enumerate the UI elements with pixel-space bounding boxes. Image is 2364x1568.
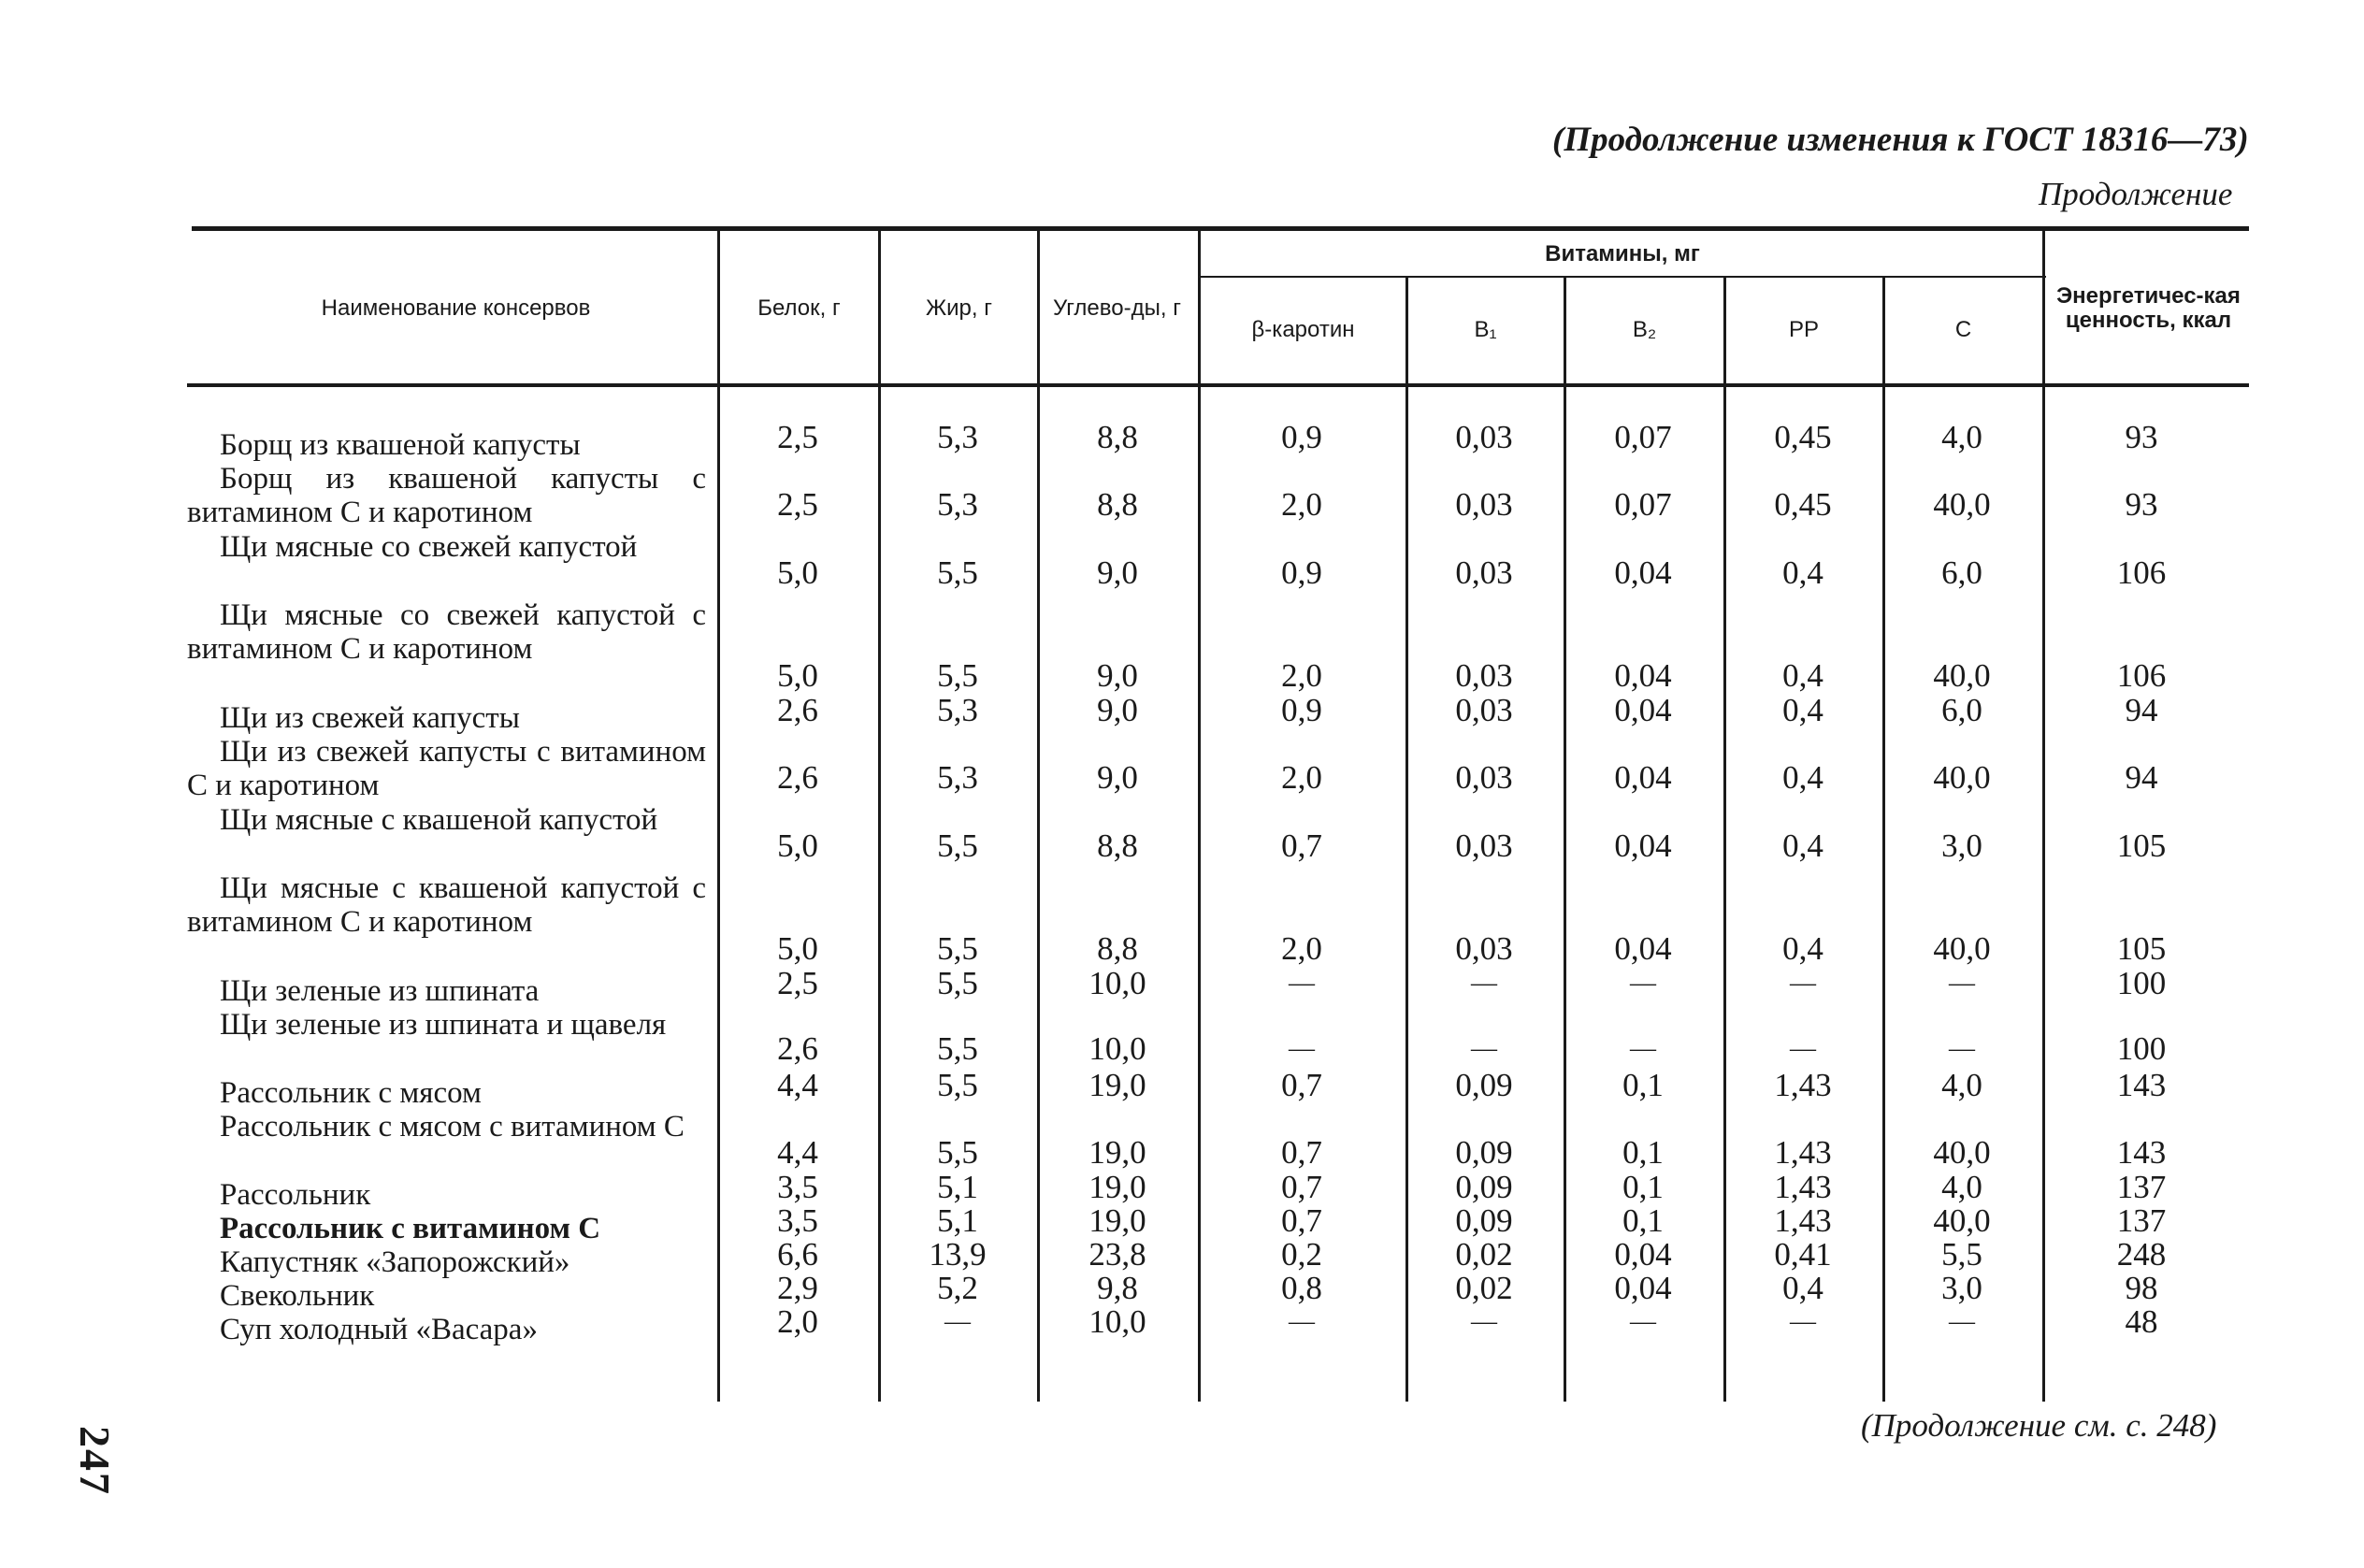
- table-cell: 1,43: [1774, 1202, 1832, 1239]
- table-cell: 5,0: [777, 657, 818, 694]
- table-cell: 9,0: [1097, 554, 1138, 591]
- table-cell: 0,03: [1455, 419, 1513, 455]
- row-name: Капустняк «Запорожский»: [220, 1245, 570, 1279]
- col-divider-fat: [1037, 228, 1040, 1402]
- table-cell: 19,0: [1088, 1169, 1146, 1205]
- table-cell: 98: [2125, 1270, 2158, 1306]
- row-name: Свекольник: [220, 1279, 375, 1313]
- table-cell: 4,4: [777, 1134, 818, 1171]
- table-cell: 0,1: [1622, 1134, 1664, 1171]
- table-cell: 1,43: [1774, 1134, 1832, 1171]
- table-cell: 2,0: [1281, 657, 1322, 694]
- col-header-c: C: [1954, 316, 1972, 342]
- table-cell: 19,0: [1088, 1067, 1146, 1103]
- table-cell: 0,04: [1614, 692, 1672, 728]
- table-cell: 0,7: [1281, 1169, 1322, 1205]
- continuation-note: (Продолжение см. с. 248): [1861, 1407, 2217, 1444]
- table-cell: 23,8: [1088, 1236, 1146, 1273]
- table-cell: 0,7: [1281, 1202, 1322, 1239]
- table-cell: 0,2: [1281, 1236, 1322, 1273]
- table-cell: 5,3: [937, 419, 978, 455]
- table-cell: 2,6: [777, 1030, 818, 1067]
- col-header-protein: Белок, г: [757, 295, 841, 321]
- table-cell: 8,8: [1097, 486, 1138, 523]
- table-cell: 0,02: [1455, 1270, 1513, 1306]
- table-cell: 0,7: [1281, 827, 1322, 864]
- table-cell: 94: [2125, 692, 2158, 728]
- continuation-label: Продолжение: [2039, 176, 2233, 212]
- table-cell: —: [1790, 969, 1816, 998]
- table-cell: 8,8: [1097, 419, 1138, 455]
- table-cell: 13,9: [929, 1236, 987, 1273]
- table-cell: 2,0: [777, 1303, 818, 1340]
- row-name: Рассольник с мясом: [220, 1076, 482, 1110]
- table-cell: 10,0: [1088, 1030, 1146, 1067]
- table-cell: 1,43: [1774, 1067, 1832, 1103]
- table-cell: —: [1289, 1034, 1315, 1063]
- table-cell: 143: [2116, 1067, 2167, 1103]
- table-cell: —: [1790, 1034, 1816, 1063]
- table-cell: 19,0: [1088, 1202, 1146, 1239]
- table-cell: 3,0: [1941, 1270, 1982, 1306]
- row-name: Щи мясные со свежей капустой: [220, 530, 638, 564]
- table-cell: —: [1949, 1034, 1975, 1063]
- table-cell: 5,5: [937, 827, 978, 864]
- table-cell: 6,0: [1941, 692, 1982, 728]
- table-cell: 5,5: [1941, 1236, 1982, 1273]
- row-name: Рассольник с мясом с витамином С: [220, 1110, 685, 1144]
- table-cell: 3,5: [777, 1169, 818, 1205]
- table-cell: 137: [2116, 1202, 2167, 1239]
- header-bottom-rule: [187, 383, 2249, 387]
- table-cell: 106: [2116, 554, 2167, 591]
- table-cell: 10,0: [1088, 965, 1146, 1001]
- col-divider-carbs: [1198, 228, 1201, 1402]
- table-cell: 0,09: [1455, 1134, 1513, 1171]
- row-name: Рассольник: [220, 1178, 371, 1212]
- table-cell: 5,3: [937, 486, 978, 523]
- table-cell: 2,6: [777, 759, 818, 796]
- table-cell: 2,0: [1281, 486, 1322, 523]
- table-cell: 106: [2116, 657, 2167, 694]
- table-cell: 5,5: [937, 965, 978, 1001]
- table-cell: 2,5: [777, 965, 818, 1001]
- table-cell: 100: [2116, 1030, 2167, 1067]
- table-cell: 0,09: [1455, 1169, 1513, 1205]
- col-header-b1: B₁: [1474, 316, 1497, 342]
- table-cell: 0,04: [1614, 1236, 1672, 1273]
- table-cell: 8,8: [1097, 827, 1138, 864]
- row-name: Суп холодный «Васара»: [220, 1313, 538, 1346]
- table-cell: 0,04: [1614, 657, 1672, 694]
- table-cell: 0,03: [1455, 657, 1513, 694]
- table-cell: 9,0: [1097, 657, 1138, 694]
- col-divider-b1: [1564, 276, 1566, 1402]
- page-number: 247: [71, 1426, 119, 1496]
- table-cell: 0,04: [1614, 930, 1672, 967]
- col-divider-protein: [878, 228, 881, 1402]
- table-cell: 0,04: [1614, 554, 1672, 591]
- table-cell: 0,7: [1281, 1067, 1322, 1103]
- table-cell: 0,04: [1614, 827, 1672, 864]
- table-cell: 0,4: [1782, 759, 1823, 796]
- table-top-rule: [192, 226, 2249, 231]
- table-cell: 6,0: [1941, 554, 1982, 591]
- table-cell: 19,0: [1088, 1134, 1146, 1171]
- table-cell: 143: [2116, 1134, 2167, 1171]
- table-cell: 9,0: [1097, 692, 1138, 728]
- table-cell: 0,1: [1622, 1202, 1664, 1239]
- table-cell: 5,0: [777, 930, 818, 967]
- table-cell: 4,0: [1941, 419, 1982, 455]
- row-name: Борщ из квашеной капусты: [220, 428, 581, 462]
- table-cell: 40,0: [1933, 930, 1991, 967]
- table-cell: 9,0: [1097, 759, 1138, 796]
- table-cell: 248: [2116, 1236, 2167, 1273]
- table-cell: 0,07: [1614, 419, 1672, 455]
- table-cell: —: [1289, 1307, 1315, 1336]
- col-header-carbs: Углево-ды, г: [1053, 295, 1181, 321]
- table-cell: 40,0: [1933, 1202, 1991, 1239]
- table-cell: 93: [2125, 419, 2158, 455]
- table-cell: —: [944, 1307, 971, 1336]
- table-cell: 0,9: [1281, 554, 1322, 591]
- table-cell: 1,43: [1774, 1169, 1832, 1205]
- col-header-beta-carotene: β-каротин: [1251, 316, 1355, 342]
- table-cell: 2,0: [1281, 759, 1322, 796]
- table-cell: 0,9: [1281, 692, 1322, 728]
- table-cell: 8,8: [1097, 930, 1138, 967]
- table-cell: 0,07: [1614, 486, 1672, 523]
- row-name: Щи зеленые из шпината: [220, 974, 540, 1008]
- table-cell: 5,3: [937, 759, 978, 796]
- col-divider-c: [2042, 228, 2045, 1402]
- table-cell: 40,0: [1933, 486, 1991, 523]
- table-cell: 0,4: [1782, 692, 1823, 728]
- table-cell: —: [1471, 1307, 1497, 1336]
- vitamins-group-rule: [1200, 276, 2046, 278]
- table-cell: 5,5: [937, 554, 978, 591]
- table-cell: 0,45: [1774, 419, 1832, 455]
- table-cell: 100: [2116, 965, 2167, 1001]
- col-divider-name: [717, 228, 720, 1402]
- table-cell: 5,1: [937, 1202, 978, 1239]
- table-cell: 0,4: [1782, 930, 1823, 967]
- col-divider-b2: [1723, 276, 1726, 1402]
- table-cell: 0,4: [1782, 1270, 1823, 1306]
- table-cell: 105: [2116, 827, 2167, 864]
- table-cell: 5,5: [937, 1067, 978, 1103]
- table-cell: 93: [2125, 486, 2158, 523]
- table-cell: 5,0: [777, 554, 818, 591]
- table-cell: —: [1630, 1307, 1656, 1336]
- table-cell: 0,1: [1622, 1169, 1664, 1205]
- table-cell: 0,9: [1281, 419, 1322, 455]
- table-cell: 4,4: [777, 1067, 818, 1103]
- row-name: Рассольник с витамином С: [220, 1212, 601, 1245]
- table-cell: 5,1: [937, 1169, 978, 1205]
- table-cell: —: [1790, 1307, 1816, 1336]
- table-cell: 0,45: [1774, 486, 1832, 523]
- table-cell: 0,4: [1782, 827, 1823, 864]
- table-cell: 40,0: [1933, 657, 1991, 694]
- table-cell: —: [1949, 969, 1975, 998]
- row-name: Щи зеленые из шпината и щавеля: [220, 1008, 667, 1042]
- table-cell: —: [1471, 1034, 1497, 1063]
- table-cell: 0,04: [1614, 759, 1672, 796]
- table-cell: 2,6: [777, 692, 818, 728]
- table-cell: 9,8: [1097, 1270, 1138, 1306]
- table-cell: —: [1471, 969, 1497, 998]
- table-cell: 2,0: [1281, 930, 1322, 967]
- table-cell: 0,03: [1455, 759, 1513, 796]
- table-cell: 4,0: [1941, 1067, 1982, 1103]
- col-header-fat: Жир, г: [925, 295, 992, 321]
- table-cell: 0,03: [1455, 930, 1513, 967]
- table-cell: 10,0: [1088, 1303, 1146, 1340]
- row-name: Щи мясные со свежей капустой с витамином С и каротином: [187, 598, 706, 667]
- table-cell: 0,7: [1281, 1134, 1322, 1171]
- table-cell: 6,6: [777, 1236, 818, 1273]
- row-name: Щи из свежей капусты: [220, 701, 520, 735]
- table-cell: —: [1949, 1307, 1975, 1336]
- col-header-b2: B₂: [1632, 316, 1657, 342]
- table-cell: —: [1289, 969, 1315, 998]
- table-cell: —: [1630, 1034, 1656, 1063]
- table-cell: 5,5: [937, 1134, 978, 1171]
- table-cell: 0,4: [1782, 657, 1823, 694]
- table-cell: 4,0: [1941, 1169, 1982, 1205]
- table-cell: 5,5: [937, 1030, 978, 1067]
- table-cell: 0,09: [1455, 1202, 1513, 1239]
- table-cell: 40,0: [1933, 759, 1991, 796]
- table-cell: 0,02: [1455, 1236, 1513, 1273]
- table-cell: 5,5: [937, 930, 978, 967]
- table-cell: 0,03: [1455, 827, 1513, 864]
- col-header-pp: PP: [1788, 316, 1819, 342]
- table-cell: 0,03: [1455, 486, 1513, 523]
- row-name: Щи из свежей капусты с витамином С и каротином: [187, 735, 706, 803]
- table-cell: 0,03: [1455, 554, 1513, 591]
- table-cell: 5,2: [937, 1270, 978, 1306]
- table-cell: 105: [2116, 930, 2167, 967]
- table-cell: —: [1630, 969, 1656, 998]
- table-cell: 40,0: [1933, 1134, 1991, 1171]
- row-name: Борщ из квашеной капусты с витамином С и каротином: [187, 462, 706, 530]
- table-cell: 0,41: [1774, 1236, 1832, 1273]
- table-cell: 0,03: [1455, 692, 1513, 728]
- row-name: Щи мясные с квашеной капустой: [220, 803, 658, 837]
- table-cell: 94: [2125, 759, 2158, 796]
- table-cell: 3,5: [777, 1202, 818, 1239]
- col-divider-beta: [1405, 276, 1408, 1402]
- col-header-energy: Энергетичес-кая ценность, ккал: [2056, 282, 2241, 333]
- row-name: Щи мясные с квашеной капустой с витамином С и каротином: [187, 871, 706, 940]
- table-cell: 2,9: [777, 1270, 818, 1306]
- table-cell: 5,0: [777, 827, 818, 864]
- col-header-name: Наименование консервов: [321, 295, 591, 321]
- continuation-title: (Продолжение изменения к ГОСТ 18316—73): [1552, 121, 2249, 159]
- col-header-vitamins: Витамины, мг: [1545, 240, 1700, 266]
- table-cell: 0,09: [1455, 1067, 1513, 1103]
- table-cell: 5,5: [937, 657, 978, 694]
- table-cell: 0,8: [1281, 1270, 1322, 1306]
- table-cell: 0,4: [1782, 554, 1823, 591]
- table-cell: 3,0: [1941, 827, 1982, 864]
- table-cell: 5,3: [937, 692, 978, 728]
- table-cell: 2,5: [777, 419, 818, 455]
- table-cell: 0,04: [1614, 1270, 1672, 1306]
- table-cell: 48: [2125, 1303, 2158, 1340]
- table-cell: 2,5: [777, 486, 818, 523]
- table-cell: 137: [2116, 1169, 2167, 1205]
- col-divider-pp: [1882, 276, 1885, 1402]
- table-cell: 0,1: [1622, 1067, 1664, 1103]
